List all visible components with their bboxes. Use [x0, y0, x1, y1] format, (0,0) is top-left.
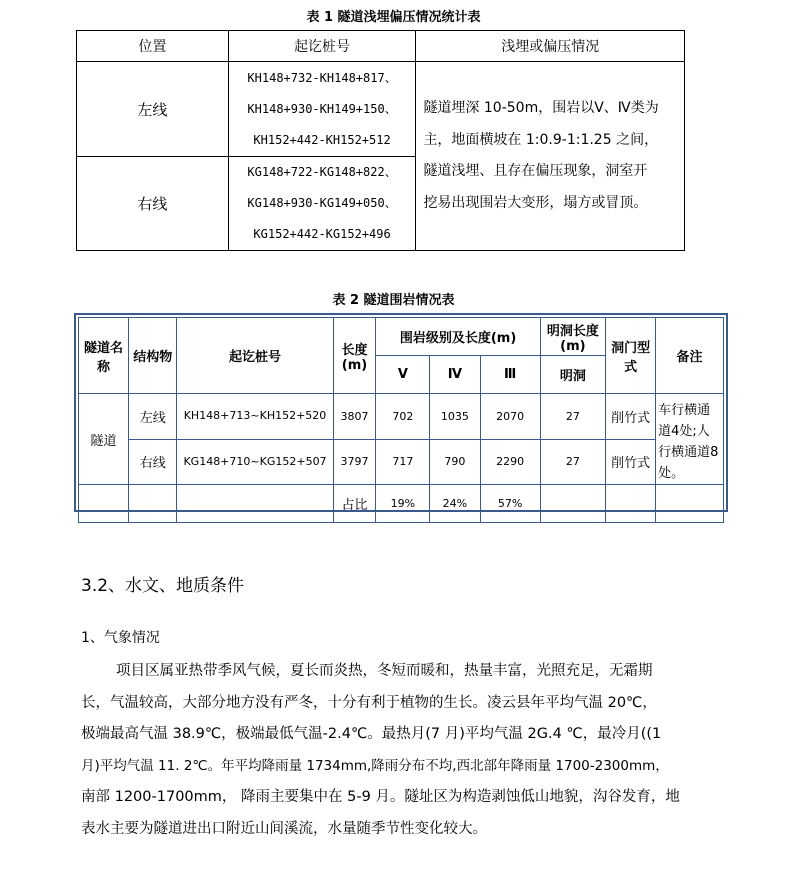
table2-header-structure: 结构物: [129, 318, 177, 394]
table2-v: 717: [376, 439, 430, 485]
table2-header-length: [333, 318, 376, 394]
table2-header-grade: 围岩级别及长度(m): [376, 318, 540, 356]
table2-stakes: KH148+713~KH152+520: [177, 394, 333, 440]
table2-empty-cell: [540, 485, 605, 523]
table2-empty-cell: [177, 485, 333, 523]
table2-header-tunnel: 隧道名称: [79, 318, 129, 394]
table2-ratio-iv: 24%: [430, 485, 480, 523]
paragraph-line: 项目区属亚热带季风气候，夏长而炎热，冬短而暖和，热量丰富，光照充足，无霜期: [116, 663, 653, 679]
paragraph-line: 长，气温较高，大部分地方没有严冬，十分有利于植物的生长。凌云县年平均气温 20℃，: [81, 694, 657, 711]
desc-line: 挖易出现围岩大变形，塌方或冒顶。: [423, 194, 648, 211]
header-length-unit: (m): [341, 357, 368, 373]
section-subheading: 1、气象情况: [81, 630, 160, 646]
table2-empty-cell: [129, 485, 177, 523]
table1-header-condition: 浅埋或偏压情况: [416, 31, 685, 62]
table2-v: 702: [376, 394, 430, 440]
table2-iii: 2290: [480, 439, 540, 485]
header-length-label: 长度: [341, 342, 368, 358]
table2-stakes: KG148+710~KG152+507: [177, 439, 333, 485]
table2-empty-cell: [606, 485, 656, 523]
table2-structure: 右线: [129, 439, 177, 485]
table1-stakes-right: [228, 157, 416, 251]
table1-position-left: 左线: [77, 62, 229, 157]
header-open-label: 明洞长度: [546, 323, 599, 339]
table1-header-position: 位置: [77, 31, 229, 62]
section-paragraph: [81, 656, 721, 845]
desc-line: 主，地面横坡在 1:0.9-1:1.25 之间，: [423, 131, 659, 148]
table2-ratio-row: [79, 485, 724, 523]
table2-portal: 削竹式: [606, 394, 656, 440]
table-row: [79, 394, 724, 440]
table2-portal: 削竹式: [606, 439, 656, 485]
header-open-unit: (m): [560, 338, 586, 354]
stake-line: KH152+442-KH152+512: [253, 132, 391, 147]
table2-header-note: 备注: [656, 318, 724, 394]
table2-header-stakes: 起讫桩号: [177, 318, 333, 394]
stake-line: KH148+732-KH148+817、: [247, 70, 397, 85]
section-heading: 3.2、水文、地质条件: [81, 576, 245, 596]
table2-note: 车行横通道4处;人行横通道8处。: [656, 394, 724, 485]
table2-ratio-iii: 57%: [480, 485, 540, 523]
stake-line: KG152+442-KG152+496: [253, 227, 391, 241]
table1-header-row: [77, 31, 685, 62]
stake-line: KG148+722-KG148+822、: [247, 165, 397, 179]
table2-header-open: 明洞: [540, 356, 605, 394]
stake-line: KH148+930-KH149+150、: [247, 101, 397, 116]
table2-length: 3807: [333, 394, 376, 440]
table2-frame: [74, 313, 728, 512]
table2-ratio-v: 19%: [376, 485, 430, 523]
table2-open: 27: [540, 394, 605, 440]
table2-header-grade-v: Ⅴ: [376, 356, 430, 394]
paragraph-line: 月)平均气温 11. 2℃。年平均降雨量 1734mm,降雨分布不均,西北部年降雨量 1700-2300mm，: [81, 757, 669, 774]
table2-tunnel-name: 隧道: [79, 394, 129, 485]
table2-ratio-label: 占比: [333, 485, 376, 523]
table2-open: 27: [540, 439, 605, 485]
table2-iii: 2070: [480, 394, 540, 440]
paragraph-line: 南部 1200-1700mm， 降雨主要集中在 5-9 月。隧址区为构造剥蚀低山地貌，沟谷发育，地: [81, 789, 680, 805]
table2-empty-cell: [79, 485, 129, 523]
table1-condition-desc: [416, 62, 685, 251]
table2-header-grade-iii: Ⅲ: [480, 356, 540, 394]
paragraph-line: 极端最高气温 38.9℃，极端最低气温-2.4℃。最热月(7 月)平均气温 2G.4 ℃，最冷月((1: [81, 726, 662, 742]
desc-line: 隧道埋深 10-50m，围岩以Ⅴ、Ⅳ类为: [423, 100, 659, 116]
table-row: [79, 439, 724, 485]
table1-position-right: 右线: [77, 157, 229, 251]
table1-caption: 表 1 隧道浅埋偏压情况统计表: [306, 10, 481, 25]
table2-header-grade-iv: Ⅳ: [430, 356, 480, 394]
table1: [76, 30, 685, 251]
stake-line: KG148+930-KG149+050、: [247, 196, 397, 210]
desc-line: 隧道浅埋、且存在偏压现象，洞室开: [423, 163, 648, 179]
table2-header-open-length: [540, 318, 605, 356]
table2-structure: 左线: [129, 394, 177, 440]
table2-header-portal: 洞门型式: [606, 318, 656, 394]
table2-length: 3797: [333, 439, 376, 485]
paragraph-line: 表水主要为隧道进出口附近山间溪流，水量随季节性变化较大。: [81, 820, 487, 837]
table2: [78, 317, 724, 523]
table1-stakes-left: [228, 62, 416, 157]
table1-header-stakes: 起讫桩号: [228, 31, 416, 62]
table2-empty-cell: [656, 485, 724, 523]
table2-iv: 1035: [430, 394, 480, 440]
table2-caption: 表 2 隧道围岩情况表: [332, 293, 455, 308]
table2-header-row: [79, 318, 724, 356]
table2-iv: 790: [430, 439, 480, 485]
table-row: [77, 62, 685, 157]
